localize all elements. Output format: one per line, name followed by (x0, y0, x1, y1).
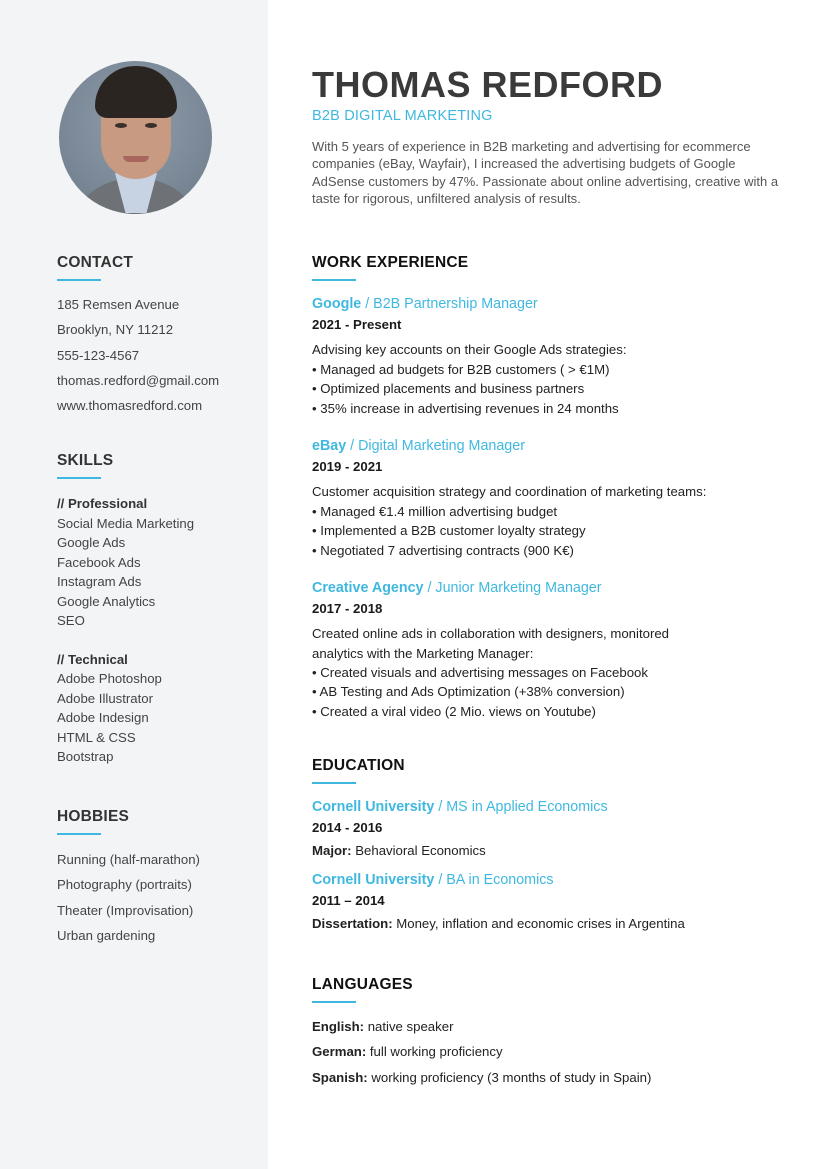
job-bullet: • AB Testing and Ads Optimization (+38% conversion) (312, 684, 625, 700)
job-bullets (312, 504, 782, 563)
job-role: / B2B Partnership Manager (361, 296, 538, 312)
hobbies-section (57, 808, 200, 953)
language-item (312, 1019, 782, 1044)
job-role: / Junior Marketing Manager (423, 580, 602, 597)
skill-item: HTML & CSS (57, 729, 136, 745)
section-underline (57, 279, 101, 281)
job-description: Customer acquisition strategy and coordination of marketing teams: (312, 484, 707, 500)
job-role: / Digital Marketing Manager (346, 438, 525, 455)
job-bullet: • Implemented a B2B customer loyalty strategy (312, 523, 586, 539)
job-dates: 2019 - 2021 (312, 459, 383, 475)
hobby-list (57, 852, 200, 953)
contact-address: 185 Remsen Avenue (57, 297, 180, 312)
education-section (312, 757, 782, 942)
job-bullet: • Optimized placements and business partners (312, 381, 585, 397)
language-level: native speaker (364, 1019, 454, 1034)
language-level: working proficiency (3 months of study in Spain) (367, 1069, 652, 1085)
skill-item: Google Ads (57, 535, 126, 550)
job-heading (312, 438, 782, 459)
job-bullet: • Created visuals and advertising messages on Facebook (312, 664, 648, 680)
language-name: Spanish: (312, 1069, 368, 1085)
detail-value: Money, inflation and economic crises in Argentina (392, 916, 685, 932)
education-heading (312, 799, 782, 820)
sidebar (0, 0, 268, 1169)
skills-section (57, 452, 194, 769)
language-name: English: (312, 1019, 365, 1034)
hobbies-title: HOBBIES (57, 808, 130, 825)
skill-item: Instagram Ads (57, 574, 142, 589)
job-company: Creative Agency (312, 580, 424, 597)
hobby-item: Photography (portraits) (57, 877, 192, 893)
photo-hair (95, 66, 177, 118)
skill-group-professional (57, 496, 194, 633)
job-company: eBay (312, 438, 347, 455)
skill-item: Adobe Photoshop (57, 671, 162, 686)
education-entry (312, 872, 782, 941)
photo-eye (145, 123, 157, 128)
detail-value: Behavioral Economics (351, 843, 486, 858)
skill-item: Facebook Ads (57, 554, 141, 570)
job-description: Advising key accounts on their Google Ads strategies: (312, 342, 627, 357)
job-bullet: • 35% increase in advertising revenues in 24 months (312, 400, 619, 416)
section-underline (57, 833, 101, 835)
education-entry (312, 799, 782, 868)
job-bullet: • Created a viral video (2 Mio. views on Youtube) (312, 703, 596, 719)
job-heading (312, 580, 782, 601)
job-bullet: • Negotiated 7 advertising contracts (900 K€) (312, 542, 574, 558)
hobby-item: Running (half-marathon) (57, 852, 200, 867)
job-company: Google (312, 296, 362, 312)
contact-website[interactable]: www.thomasredford.com (57, 398, 203, 414)
contact-phone: 555-123-4567 (57, 347, 140, 363)
language-item (312, 1070, 782, 1095)
job-bullet: • Managed ad budgets for B2B customers ( > €1M) (312, 361, 610, 377)
skills-title: SKILLS (57, 452, 114, 469)
education-school: Cornell University (312, 872, 435, 889)
work-title: WORK EXPERIENCE (312, 254, 469, 271)
contact-title: CONTACT (57, 254, 134, 271)
skill-item: Adobe Illustrator (57, 690, 154, 706)
job-heading (312, 296, 782, 317)
section-underline (312, 279, 356, 281)
detail-label: Major: (312, 843, 352, 858)
education-detail (312, 916, 782, 941)
photo-eye (115, 123, 127, 128)
job-entry (312, 580, 782, 723)
profile-summary: With 5 years of experience in B2B marketing and advertising for ecommerce companies (eBay, Wayfair), I increased the advertising budgets of Google AdSense customers by 47%. Passionate about online advertising, creative with a taste for rigorous, unfiltered analysis of results. (312, 139, 779, 206)
languages-title: LANGUAGES (312, 976, 413, 993)
language-item (312, 1044, 782, 1069)
hobby-item: Theater (Improvisation) (57, 902, 194, 918)
language-level: full working proficiency (366, 1044, 503, 1060)
education-dates: 2014 - 2016 (312, 820, 383, 835)
detail-label: Dissertation: (312, 916, 393, 932)
languages-section (312, 976, 782, 1095)
section-underline (312, 782, 356, 784)
contact-section (57, 254, 219, 423)
language-list (312, 1019, 782, 1095)
job-dates: 2017 - 2018 (312, 601, 383, 617)
contact-city: Brooklyn, NY 11212 (57, 322, 174, 338)
skill-item: Social Media Marketing (57, 515, 195, 531)
skill-group-label: // Professional (57, 496, 148, 511)
photo-mouth (123, 156, 149, 162)
skill-item: Google Analytics (57, 593, 156, 609)
job-bullet: • Managed €1.4 million advertising budget (312, 503, 558, 519)
section-underline (312, 1001, 356, 1003)
job-entry (312, 296, 782, 420)
job-entry (312, 438, 782, 562)
skill-item: Adobe Indesign (57, 710, 149, 725)
job-dates: 2021 - Present (312, 317, 402, 332)
skill-group-label: // Technical (57, 651, 128, 667)
section-underline (57, 477, 101, 479)
education-dates: 2011 – 2014 (312, 893, 385, 909)
candidate-title: B2B DIGITAL MARKETING (312, 108, 493, 124)
skill-item: Bootstrap (57, 749, 114, 764)
education-title: EDUCATION (312, 757, 405, 774)
skill-group-technical (57, 652, 194, 769)
skill-item: SEO (57, 613, 85, 628)
contact-list (57, 297, 219, 423)
profile-photo (59, 61, 212, 214)
language-name: German: (312, 1044, 367, 1060)
education-degree: / BA in Economics (434, 872, 554, 889)
education-heading (312, 872, 782, 893)
job-bullets (312, 362, 782, 421)
education-school: Cornell University (312, 799, 435, 815)
hobby-item: Urban gardening (57, 927, 156, 943)
education-degree: / MS in Applied Economics (434, 799, 608, 815)
contact-email[interactable]: thomas.redford@gmail.com (57, 372, 220, 388)
job-description: Created online ads in collaboration with designers, monitored analytics with the Marketing Manager: (312, 626, 670, 662)
education-detail (312, 843, 782, 868)
work-experience-section (312, 254, 782, 723)
job-bullets (312, 665, 782, 724)
candidate-name: THOMAS REDFORD (312, 64, 663, 105)
